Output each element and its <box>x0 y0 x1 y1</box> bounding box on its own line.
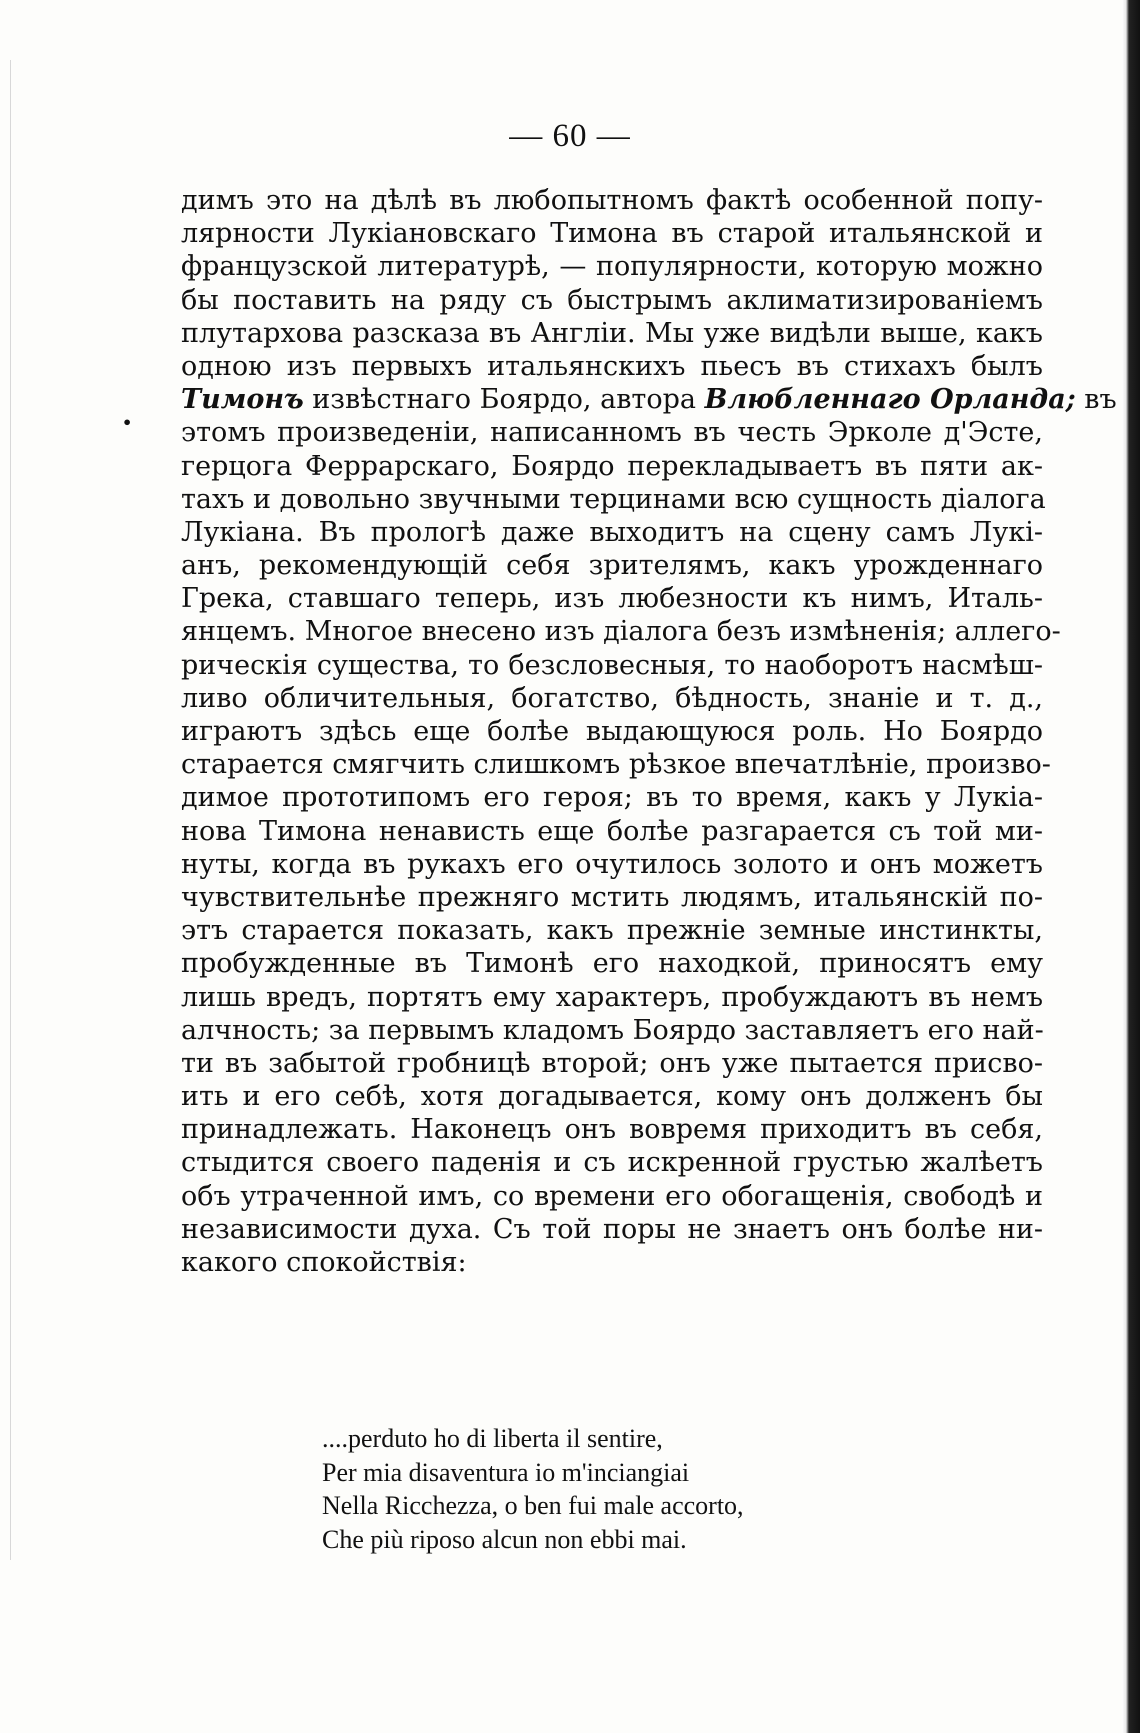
text-line: французской литературѣ, — популярности, которую можно <box>181 251 1043 283</box>
text-line: этъ старается показать, какъ прежніе земные инстинкты, <box>181 915 1043 947</box>
text-fragment: извѣстнаго Боярдо, автора <box>303 384 705 416</box>
text-line: димое прототипомъ его героя; въ то время, какъ у Лукіа- <box>181 782 1043 814</box>
text-line: Грека, ставшаго теперь, изъ любезности къ нимъ, Италь- <box>181 583 1043 615</box>
text-line: тахъ и довольно звучными терцинами всю сущность діалога <box>181 483 1046 515</box>
text-line: нова Тимона ненависть еще болѣе разгарается съ той ми- <box>181 815 1043 847</box>
text-line: какого спокойствія: <box>181 1247 467 1278</box>
text-line: рическія существа, то безсловесныя, то наоборотъ насмѣш- <box>181 649 1043 681</box>
text-line: лишь вредъ, портятъ ему характеръ, пробуждаютъ въ немъ <box>181 981 1043 1013</box>
text-line-with-titles <box>181 383 1117 416</box>
title-timon: Тимонъ <box>181 384 304 416</box>
text-line: этомъ произведеніи, написанномъ въ честь Эрколе д'Эсте, <box>181 417 1043 449</box>
text-line: пробужденные въ Тимонѣ его находкой, приносятъ ему <box>181 948 1043 980</box>
text-line: бы поставить на ряду съ быстрымъ аклиматизированіемъ <box>181 284 1043 316</box>
text-line: стыдится своего паденія и съ искренной грустью жалѣетъ <box>181 1147 1043 1179</box>
text-line: ить и его себѣ, хотя догадывается, кому онъ долженъ бы <box>181 1081 1043 1113</box>
text-line: объ утраченной имъ, со времени его обогащенія, свободѣ и <box>181 1180 1043 1212</box>
verse-line: Per mia disaventura io m'inciangiai <box>322 1457 690 1487</box>
text-line: герцога Феррарскаго, Боярдо перекладываетъ въ пяти ак- <box>181 450 1043 482</box>
verse-quotation <box>322 1422 882 1556</box>
text-line: ливо обличительныя, богатство, бѣдность, знаніе и т. д., <box>181 682 1043 714</box>
text-line: лярности Лукіановскаго Тимона въ старой итальянской и <box>181 218 1043 250</box>
verse-line: ....perduto ho di liberta il sentire, <box>322 1424 663 1453</box>
text-line: независимости духа. Съ той поры не знаетъ онъ болѣе ни- <box>181 1213 1043 1245</box>
text-line: анъ, рекомендующій себя зрителямъ, какъ урожденнаго <box>181 550 1043 582</box>
text-line: одною изъ первыхъ итальянскихъ пьесъ въ стихахъ былъ <box>181 350 1043 382</box>
verse-line: Che più riposo alcun non ebbi mai. <box>322 1524 687 1554</box>
text-line: нуты, когда въ рукахъ его очутилось золото и онъ можетъ <box>181 848 1043 880</box>
margin-mark: • <box>122 413 133 432</box>
text-line: ти въ забытой гробницѣ второй; онъ уже пытается присво- <box>181 1047 1043 1079</box>
text-line: играютъ здѣсь еще болѣе выдающуюся роль. Но Боярдо <box>181 716 1043 747</box>
text-line: Лукіана. Въ прологѣ даже выходитъ на сцену самъ Лукі- <box>181 516 1043 548</box>
text-line: алчность; за первымъ кладомъ Боярдо заставляетъ его най- <box>181 1014 1044 1046</box>
body-text <box>181 184 1117 1279</box>
text-fragment: въ <box>1075 384 1117 416</box>
text-line: принадлежать. Наконецъ онъ вовремя приходитъ въ себя, <box>181 1114 1043 1146</box>
page-number: — 60 — <box>509 118 631 154</box>
text-line: димъ это на дѣлѣ въ любопытномъ фактѣ особенной попу- <box>181 185 1043 216</box>
text-line: плутархова разсказа въ Англіи. Мы уже видѣли выше, какъ <box>181 317 1043 349</box>
page-edge-shadow <box>10 60 11 1560</box>
title-orlando: Влюбленнаго Орланда; <box>704 384 1076 416</box>
verse-line: Nella Ricchezza, o ben fui male accorto, <box>322 1491 744 1520</box>
text-line: янцемъ. Многое внесено изъ діалога безъ измѣненія; аллего- <box>181 616 1061 648</box>
binding-edge <box>1122 0 1140 1733</box>
text-line: чувствительнѣе прежняго мстить людямъ, итальянскій по- <box>181 881 1043 913</box>
text-line: старается смягчить слишкомъ рѣзкое впечатлѣніе, произво- <box>181 749 1051 781</box>
